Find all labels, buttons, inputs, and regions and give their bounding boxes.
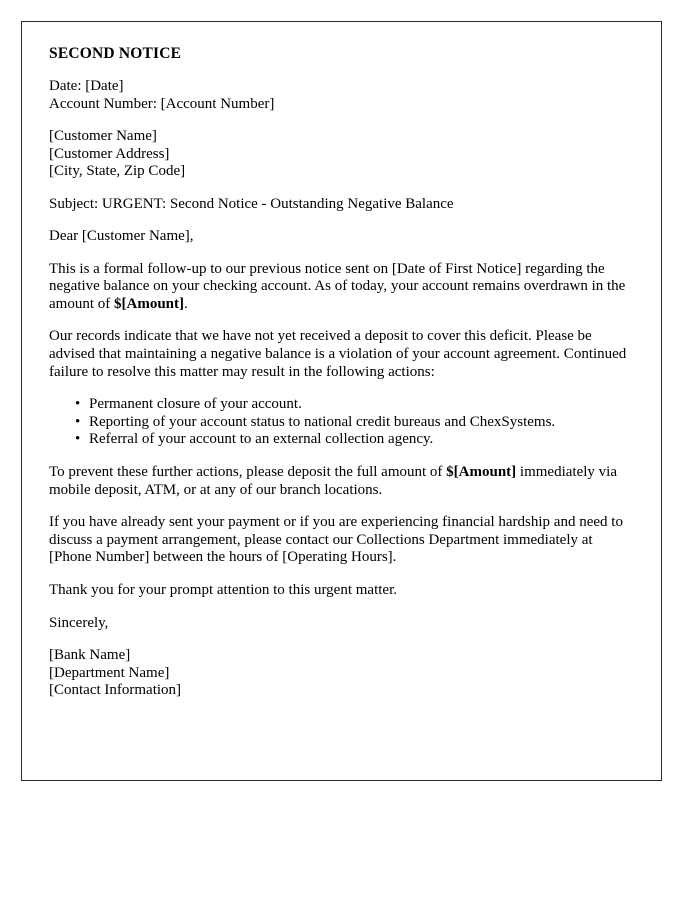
paragraph-overdrawn-notice bbox=[49, 261, 637, 314]
account-number-line: Account Number: [Account Number] bbox=[49, 95, 275, 112]
date-line: Date: [Date] bbox=[49, 78, 124, 94]
page-title: SECOND NOTICE bbox=[49, 45, 182, 62]
recipient-name-line: [Customer Name] bbox=[49, 128, 157, 144]
paragraph-hardship-contact: If you have already sent your payment or if you are experiencing financial hardship and need to discuss a payment arrangement, please contact our Collections Department immediately at [Phone Number] between the hours of [Operating Hours]. bbox=[49, 514, 623, 566]
overdrawn-amount-placeholder: $[Amount] bbox=[114, 295, 184, 312]
deposit-amount-placeholder: $[Amount] bbox=[446, 464, 517, 481]
signature-block bbox=[49, 647, 637, 700]
list-item bbox=[75, 396, 637, 414]
bullet-icon: • bbox=[75, 431, 81, 448]
salutation: Dear [Customer Name], bbox=[49, 228, 194, 245]
consequences-list bbox=[49, 396, 637, 449]
list-item-label: Referral of your account to an external collection agency. bbox=[89, 431, 434, 448]
list-item-label: Permanent closure of your account. bbox=[89, 396, 302, 413]
subject-line: Subject: URGENT: Second Notice - Outstanding Negative Balance bbox=[49, 195, 454, 212]
list-item-label: Reporting of your account status to national credit bureaus and ChexSystems. bbox=[89, 413, 556, 430]
list-item bbox=[75, 431, 637, 449]
department-name-line: [Department Name] bbox=[49, 664, 170, 681]
paragraph-3-text-before-amount: To prevent these further actions, please deposit the full amount of bbox=[49, 464, 447, 481]
meta-block bbox=[49, 78, 637, 113]
recipient-address-line: [Customer Address] bbox=[49, 145, 170, 162]
paragraph-1-text-before-amount: This is a formal follow-up to our previous notice sent on [Date of First Notice] regarding the negative balance on your checking account. As of today, your account remains overdrawn in the amount of bbox=[49, 260, 626, 312]
bank-name-line: [Bank Name] bbox=[49, 647, 131, 664]
letter-frame bbox=[21, 21, 662, 781]
recipient-city-state-zip-line: [City, State, Zip Code] bbox=[49, 163, 186, 179]
closing-thanks: Thank you for your prompt attention to this urgent matter. bbox=[49, 582, 397, 598]
paragraph-3-text-after-amount: immediately via mobile deposit, ATM, or at any of our branch locations. bbox=[49, 464, 617, 498]
paragraph-violation-warning: Our records indicate that we have not yet received a deposit to cover this deficit. Please be advised that maintaining a negative balance is a violation of your account agreement. Continued failure to resolve this matter may result in the following actions: bbox=[49, 328, 627, 380]
paragraph-1-text-after-amount: . bbox=[184, 295, 188, 312]
recipient-address-block bbox=[49, 128, 637, 181]
list-item bbox=[75, 413, 637, 432]
paragraph-payment-instructions bbox=[49, 464, 637, 499]
bullet-icon: • bbox=[75, 413, 81, 430]
contact-information-line: [Contact Information] bbox=[49, 682, 182, 699]
letter-body bbox=[49, 44, 637, 700]
valediction: Sincerely, bbox=[49, 614, 109, 631]
bullet-icon: • bbox=[75, 396, 81, 413]
